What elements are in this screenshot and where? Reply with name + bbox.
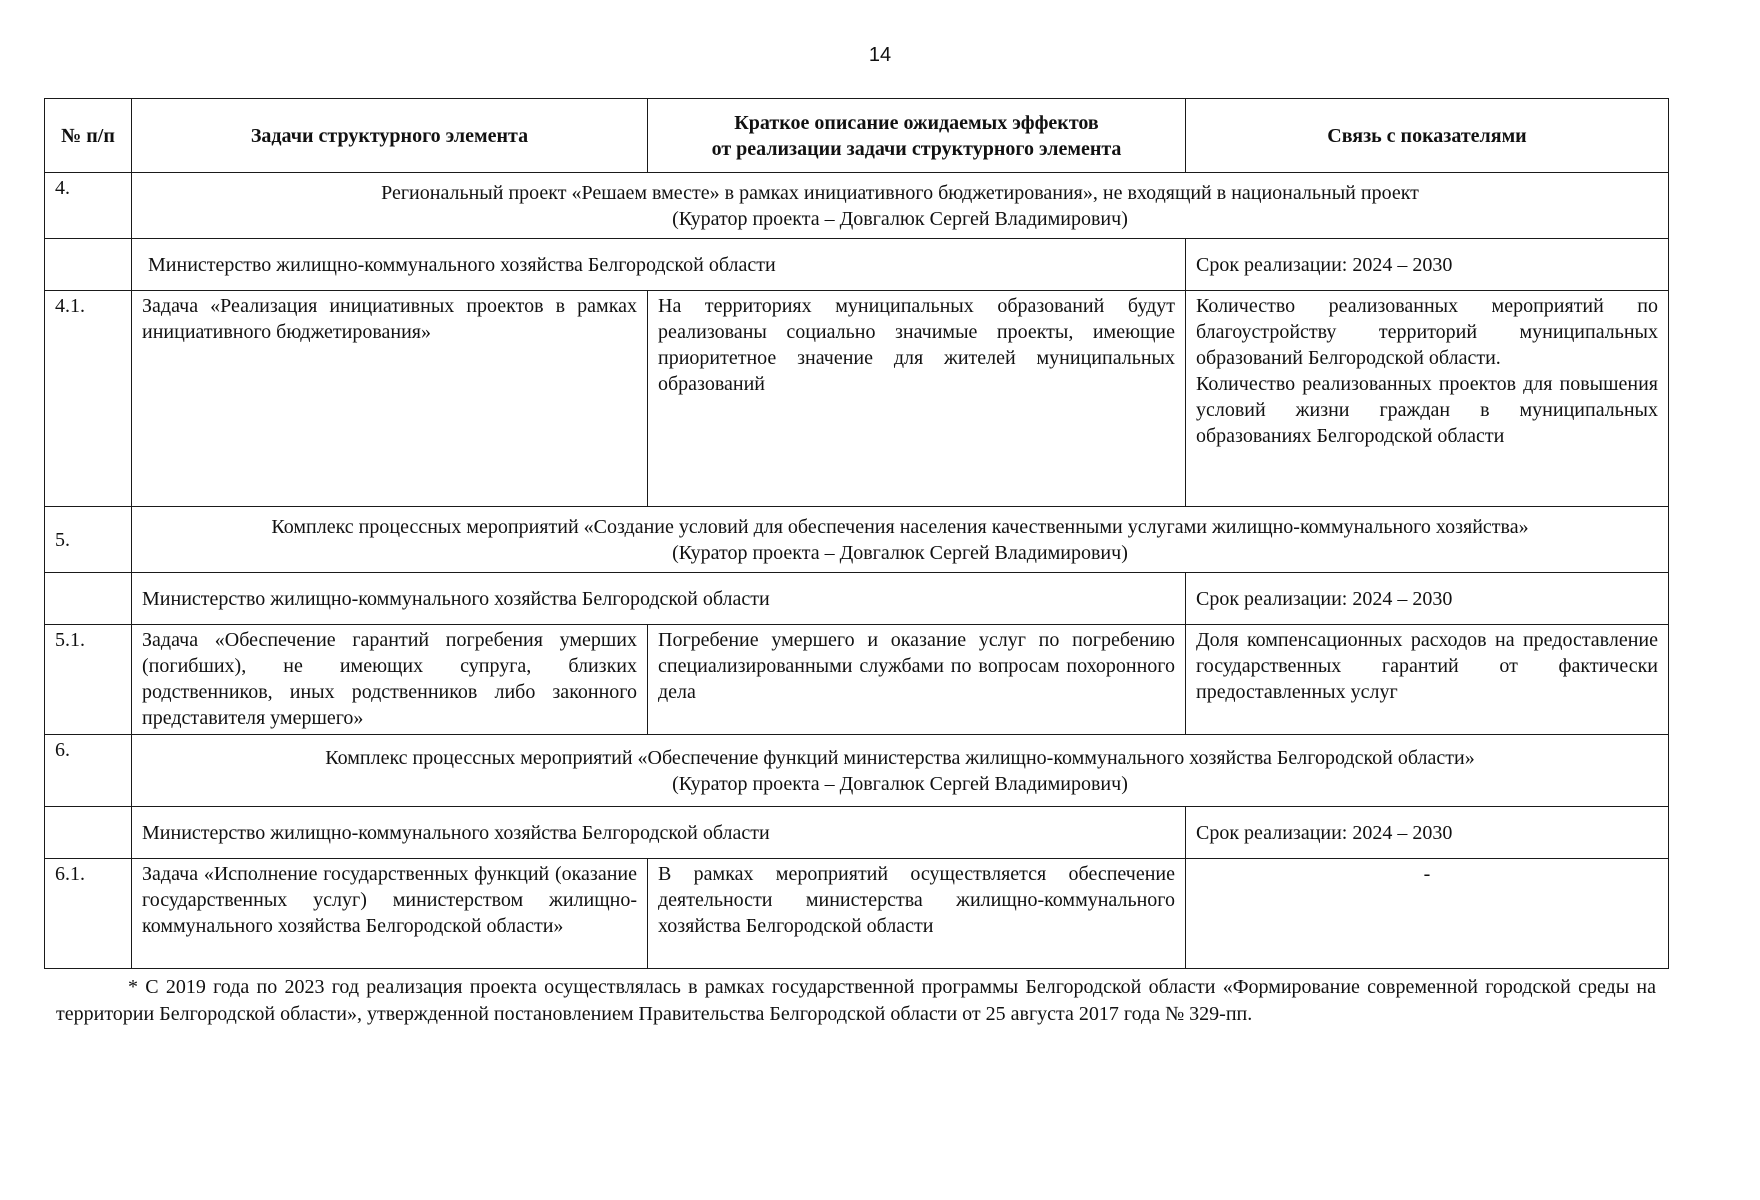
section-title: Комплекс процессных мероприятий «Обеспечение функций министерства жилищно-коммунального хозяйства Белгородской области»	[325, 746, 1475, 769]
section-num: 5.	[45, 507, 132, 573]
section-title-row	[45, 735, 1669, 807]
ministry-row	[45, 573, 1669, 625]
task-num: 5.1.	[45, 625, 132, 735]
implementation-term: Срок реализации: 2024 – 2030	[1186, 239, 1669, 291]
indicator: -	[1423, 863, 1431, 885]
section-num: 4.	[45, 173, 132, 239]
section-curator: (Куратор проекта – Довгалюк Сергей Владимирович)	[672, 772, 1128, 795]
implementation-term: Срок реализации: 2024 – 2030	[1186, 807, 1669, 859]
header-effects-line1: Краткое описание ожидаемых эффектов	[734, 111, 1099, 134]
page-number: 14	[868, 44, 892, 66]
task-indicators	[1186, 291, 1669, 507]
header-effects-line2: от реализации задачи структурного элемента	[711, 137, 1122, 160]
task-indicators	[1186, 625, 1669, 735]
table-header-row	[45, 99, 1669, 173]
header-num: № п/п	[45, 99, 132, 173]
empty-cell	[45, 807, 132, 859]
section-title: Региональный проект «Решаем вместе» в рамках инициативного бюджетирования», не входящий в национальный проект	[381, 181, 1419, 204]
header-tasks: Задачи структурного элемента	[132, 99, 648, 173]
section-curator: (Куратор проекта – Довгалюк Сергей Владимирович)	[672, 207, 1128, 230]
task-effect: На территориях муниципальных образований будут реализованы социально значимые проекты, имеющие приоритетное значение для жителей муниципальных образований	[648, 291, 1186, 507]
section-title-row	[45, 507, 1669, 573]
task-row	[45, 291, 1669, 507]
footnote: * С 2019 года по 2023 год реализация проекта осуществлялась в рамках государственной программы Белгородской области «Формирование современной городской среды на территории Белгородской области», утвержденной постановлением Правительства Белгородской области от 25 августа 2017 года № 329-пп.	[56, 976, 1656, 1025]
task-row	[45, 625, 1669, 735]
section-num: 6.	[45, 735, 132, 807]
section-curator: (Куратор проекта – Довгалюк Сергей Владимирович)	[672, 541, 1128, 564]
task-row	[45, 859, 1669, 969]
indicator: Количество реализованных проектов для повышения условий жизни граждан в муниципальных образованиях Белгородской области	[1196, 373, 1658, 447]
header-indicators: Связь с показателями	[1186, 99, 1669, 173]
indicator: Количество реализованных мероприятий по благоустройству территорий муниципальных образований Белгородской области.	[1196, 295, 1658, 369]
task-effect: Погребение умершего и оказание услуг по погребению специализированными службами по вопросам похоронного дела	[648, 625, 1186, 735]
ministry-name: Министерство жилищно-коммунального хозяйства Белгородской области	[132, 239, 1186, 291]
indicator: Доля компенсационных расходов на предоставление государственных гарантий от фактически предоставленных услуг	[1196, 629, 1658, 703]
empty-cell	[45, 573, 132, 625]
task-description: Задача «Реализация инициативных проектов в рамках инициативного бюджетирования»	[132, 291, 648, 507]
ministry-name: Министерство жилищно-коммунального хозяйства Белгородской области	[132, 573, 1186, 625]
section-title-cell	[132, 735, 1669, 807]
task-description: Задача «Обеспечение гарантий погребения умерших (погибших), не имеющих супруга, близких родственников, иных родственников либо законного представителя умершего»	[132, 625, 648, 735]
section-title-cell	[132, 507, 1669, 573]
implementation-term: Срок реализации: 2024 – 2030	[1186, 573, 1669, 625]
task-num: 4.1.	[45, 291, 132, 507]
header-effects	[648, 99, 1186, 173]
task-indicators	[1186, 859, 1669, 969]
ministry-row	[45, 239, 1669, 291]
section-title: Комплекс процессных мероприятий «Создание условий для обеспечения населения качественными услугами жилищно-коммунального хозяйства»	[271, 515, 1529, 538]
task-effect: В рамках мероприятий осуществляется обеспечение деятельности министерства жилищно-коммунального хозяйства Белгородской области	[648, 859, 1186, 969]
structural-elements-table	[44, 98, 1669, 969]
task-description: Задача «Исполнение государственных функций (оказание государственных услуг) министерством жилищно-коммунального хозяйства Белгородской области»	[132, 859, 648, 969]
task-num: 6.1.	[45, 859, 132, 969]
empty-cell	[45, 239, 132, 291]
ministry-row	[45, 807, 1669, 859]
section-title-cell	[132, 173, 1669, 239]
ministry-name: Министерство жилищно-коммунального хозяйства Белгородской области	[132, 807, 1186, 859]
section-title-row	[45, 173, 1669, 239]
